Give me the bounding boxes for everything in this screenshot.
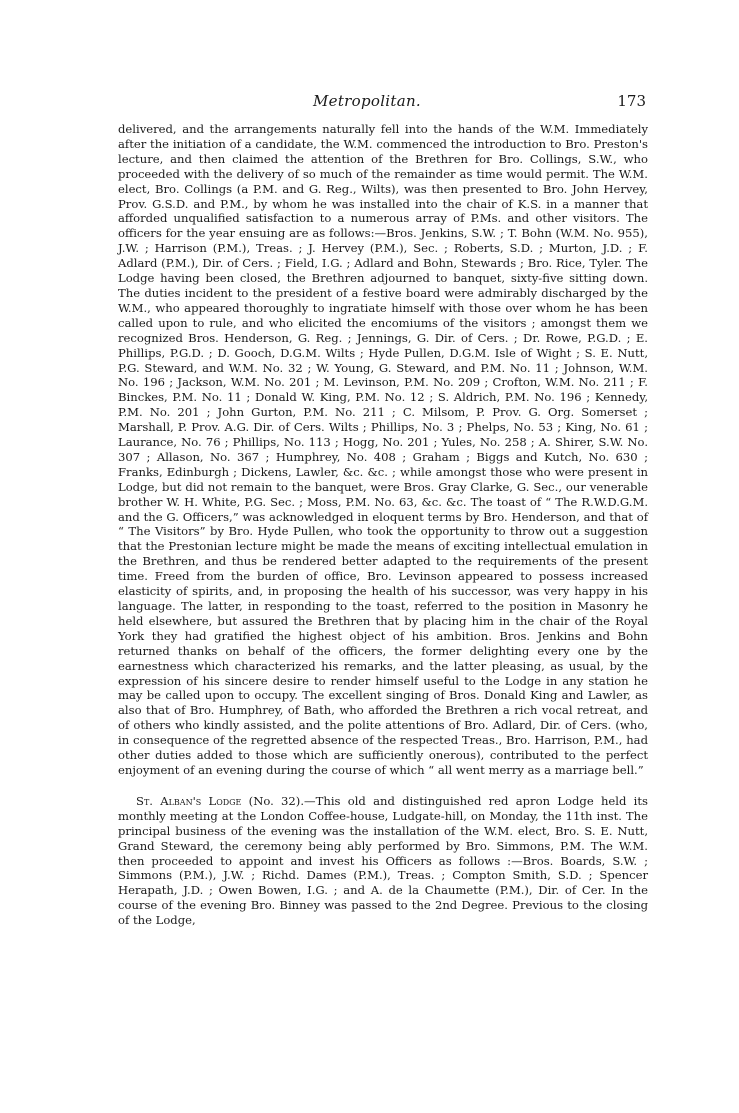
page-number: 173 — [617, 92, 646, 110]
running-head — [118, 92, 648, 122]
paragraph-royal-york-lodge: delivered, and the arrangements naturally fell into the hands of the W.M. Immediately after the initiation of a candidate, the W.M. commenced the introduction to Bro. Preston's lecture, and then claimed the attention of the Brethren for Bro. Collings, S.W., who proceeded with the delivery of so much of the remainder as time would permit. The W.M. elect, Bro. Collings (a P.M. and G. Reg., Wilts), was then presented to Bro. John Hervey, Prov. G.S.D. and P.M., by whom he was installed into the chair of K.S. in a manner that afforded unqualified satisfaction to a numerous array of P.Ms. and other visitors. The officers for the year ensuing are as follows:—Bros. Jenkins, S.W. ; T. Bohn (W.M. No. 955), J.W. ; Harrison (P.M.), Treas. ; J. Hervey (P.M.), Sec. ; Roberts, S.D. ; Murton, J.D. ; F. Adlard (P.M.), Dir. of Cers. ; Field, I.G. ; Adlard and Bohn, Stewards ; Bro. Rice, Tyler. The Lodge having been closed, the Brethren adjourned to banquet, sixty-five sitting down. The duties incident to the president of a festive board were admirably discharged by the W.M., who appeared thoroughly to ingratiate himself with those over whom he has been called upon to rule, and who elicited the encomiums of the visitors ; amongst them we recognized Bros. Henderson, G. Reg. ; Jennings, G. Dir. of Cers. ; Dr. Rowe, P.G.D. ; E. Phillips, P.G.D. ; D. Gooch, D.G.M. Wilts ; Hyde Pullen, D.G.M. Isle of Wight ; S. E. Nutt, P.G. Steward, and W.M. No. 32 ; W. Young, G. Steward, and P.M. No. 11 ; Johnson, W.M. No. 196 ; Jackson, W.M. No. 201 ; M. Levinson, P.M. No. 209 ; Crofton, W.M. No. 211 ; F. Binckes, P.M. No. 11 ; Donald W. King, P.M. No. 12 ; S. Aldrich, P.M. No. 196 ; Kennedy, P.M. No. 201 ; John Gurton, P.M. No. 211 ; C. Milsom, P. Prov. G. Org. Somerset ; Marshall, P. Prov. A.G. Dir. of Cers. Wilts ; Phillips, No. 3 ; Phelps, No. 53 ; King, No. 61 ; Laurance, No. 76 ; Phillips, No. 113 ; Hogg, No. 201 ; Yules, No. 258 ; A. Shirer, S.W. No. 307 ; Allason, No. 367 ; Humphrey, No. 408 ; Graham ; Biggs and Kutch, No. 630 ; Franks, Edinburgh ; Dickens, Lawler, &c. &c. ; while amongst those who were present in Lodge, but did not remain to the banquet, were Bros. Gray Clarke, G. Sec., our venerable brother W. H. White, P.G. Sec. ; Moss, P.M. No. 63, &c. &c. The toast of “ The R.W.D.G.M. and the G. Officers,” was acknowledged in eloquent terms by Bro. Henderson, and that of “ The Visitors” by Bro. Hyde Pullen, who took the opportunity to throw out a suggestion that the Prestonian lecture might be made the means of exciting intellectual emulation in the Brethren, and thus be rendered better adapted to the requirements of the present time. Freed from the burden of office, Bro. Levinson appeared to possess increased elasticity of spirits, and, in proposing the health of his successor, was very happy in his language. The latter, in responding to the toast, referred to the position in Masonry he held elsewhere, but assured the Brethren that by placing him in the chair of the Royal York they had gratified the highest object of his ambition. Bros. Jenkins and Bohn returned thanks on behalf of the officers, the former delighting every one by the earnestness which characterized his remarks, and the latter pleasing, as usual, by the expression of his sincere desire to render himself useful to the Lodge in any station he may be called upon to occupy. The excellent singing of Bros. Donald King and Lawler, as also that of Bro. Humphrey, of Bath, who afforded the Brethren a rich vocal retreat, and of others who kindly assisted, and the polite attentions of Bro. Adlard, Dir. of Cers. (who, in consequence of the regretted absence of the respected Treas., Bro. Harrison, P.M., had other duties added to those which are sufficiently onerous), contributed to the perfect enjoyment of an evening during the course of which “ all went merry as a marriage bell.” — [118, 122, 648, 777]
paragraph-st-albans-lodge — [118, 794, 648, 928]
lodge-heading: St. Alban's Lodge — [136, 793, 242, 808]
paragraph-st-albans-body: (No. 32).—This old and distinguished red apron Lodge held its monthly meeting at the London Coffee-house, Ludgate-hill, on Monday, the 11th inst. The principal business of the evening was the installation of the W.M. elect, Bro. S. E. Nutt, Grand Steward, the ceremony being ably performed by Bro. Simmons, P.M. The W.M. then proceeded to appoint and invest his Officers as follows :—Bros. Boards, S.W. ; Simmons (P.M.), J.W. ; Richd. Dames (P.M.), Treas. ; Compton Smith, S.D. ; Spencer Herapath, J.D. ; Owen Bowen, I.G. ; and A. de la Chaumette (P.M.), Dir. of Cer. In the course of the evening Bro. Binney was passed to the 2nd Degree. Previous to the closing of the Lodge, — [118, 793, 648, 928]
running-title: Metropolitan. — [313, 92, 421, 110]
article-body — [118, 122, 648, 928]
document-page — [118, 92, 648, 928]
